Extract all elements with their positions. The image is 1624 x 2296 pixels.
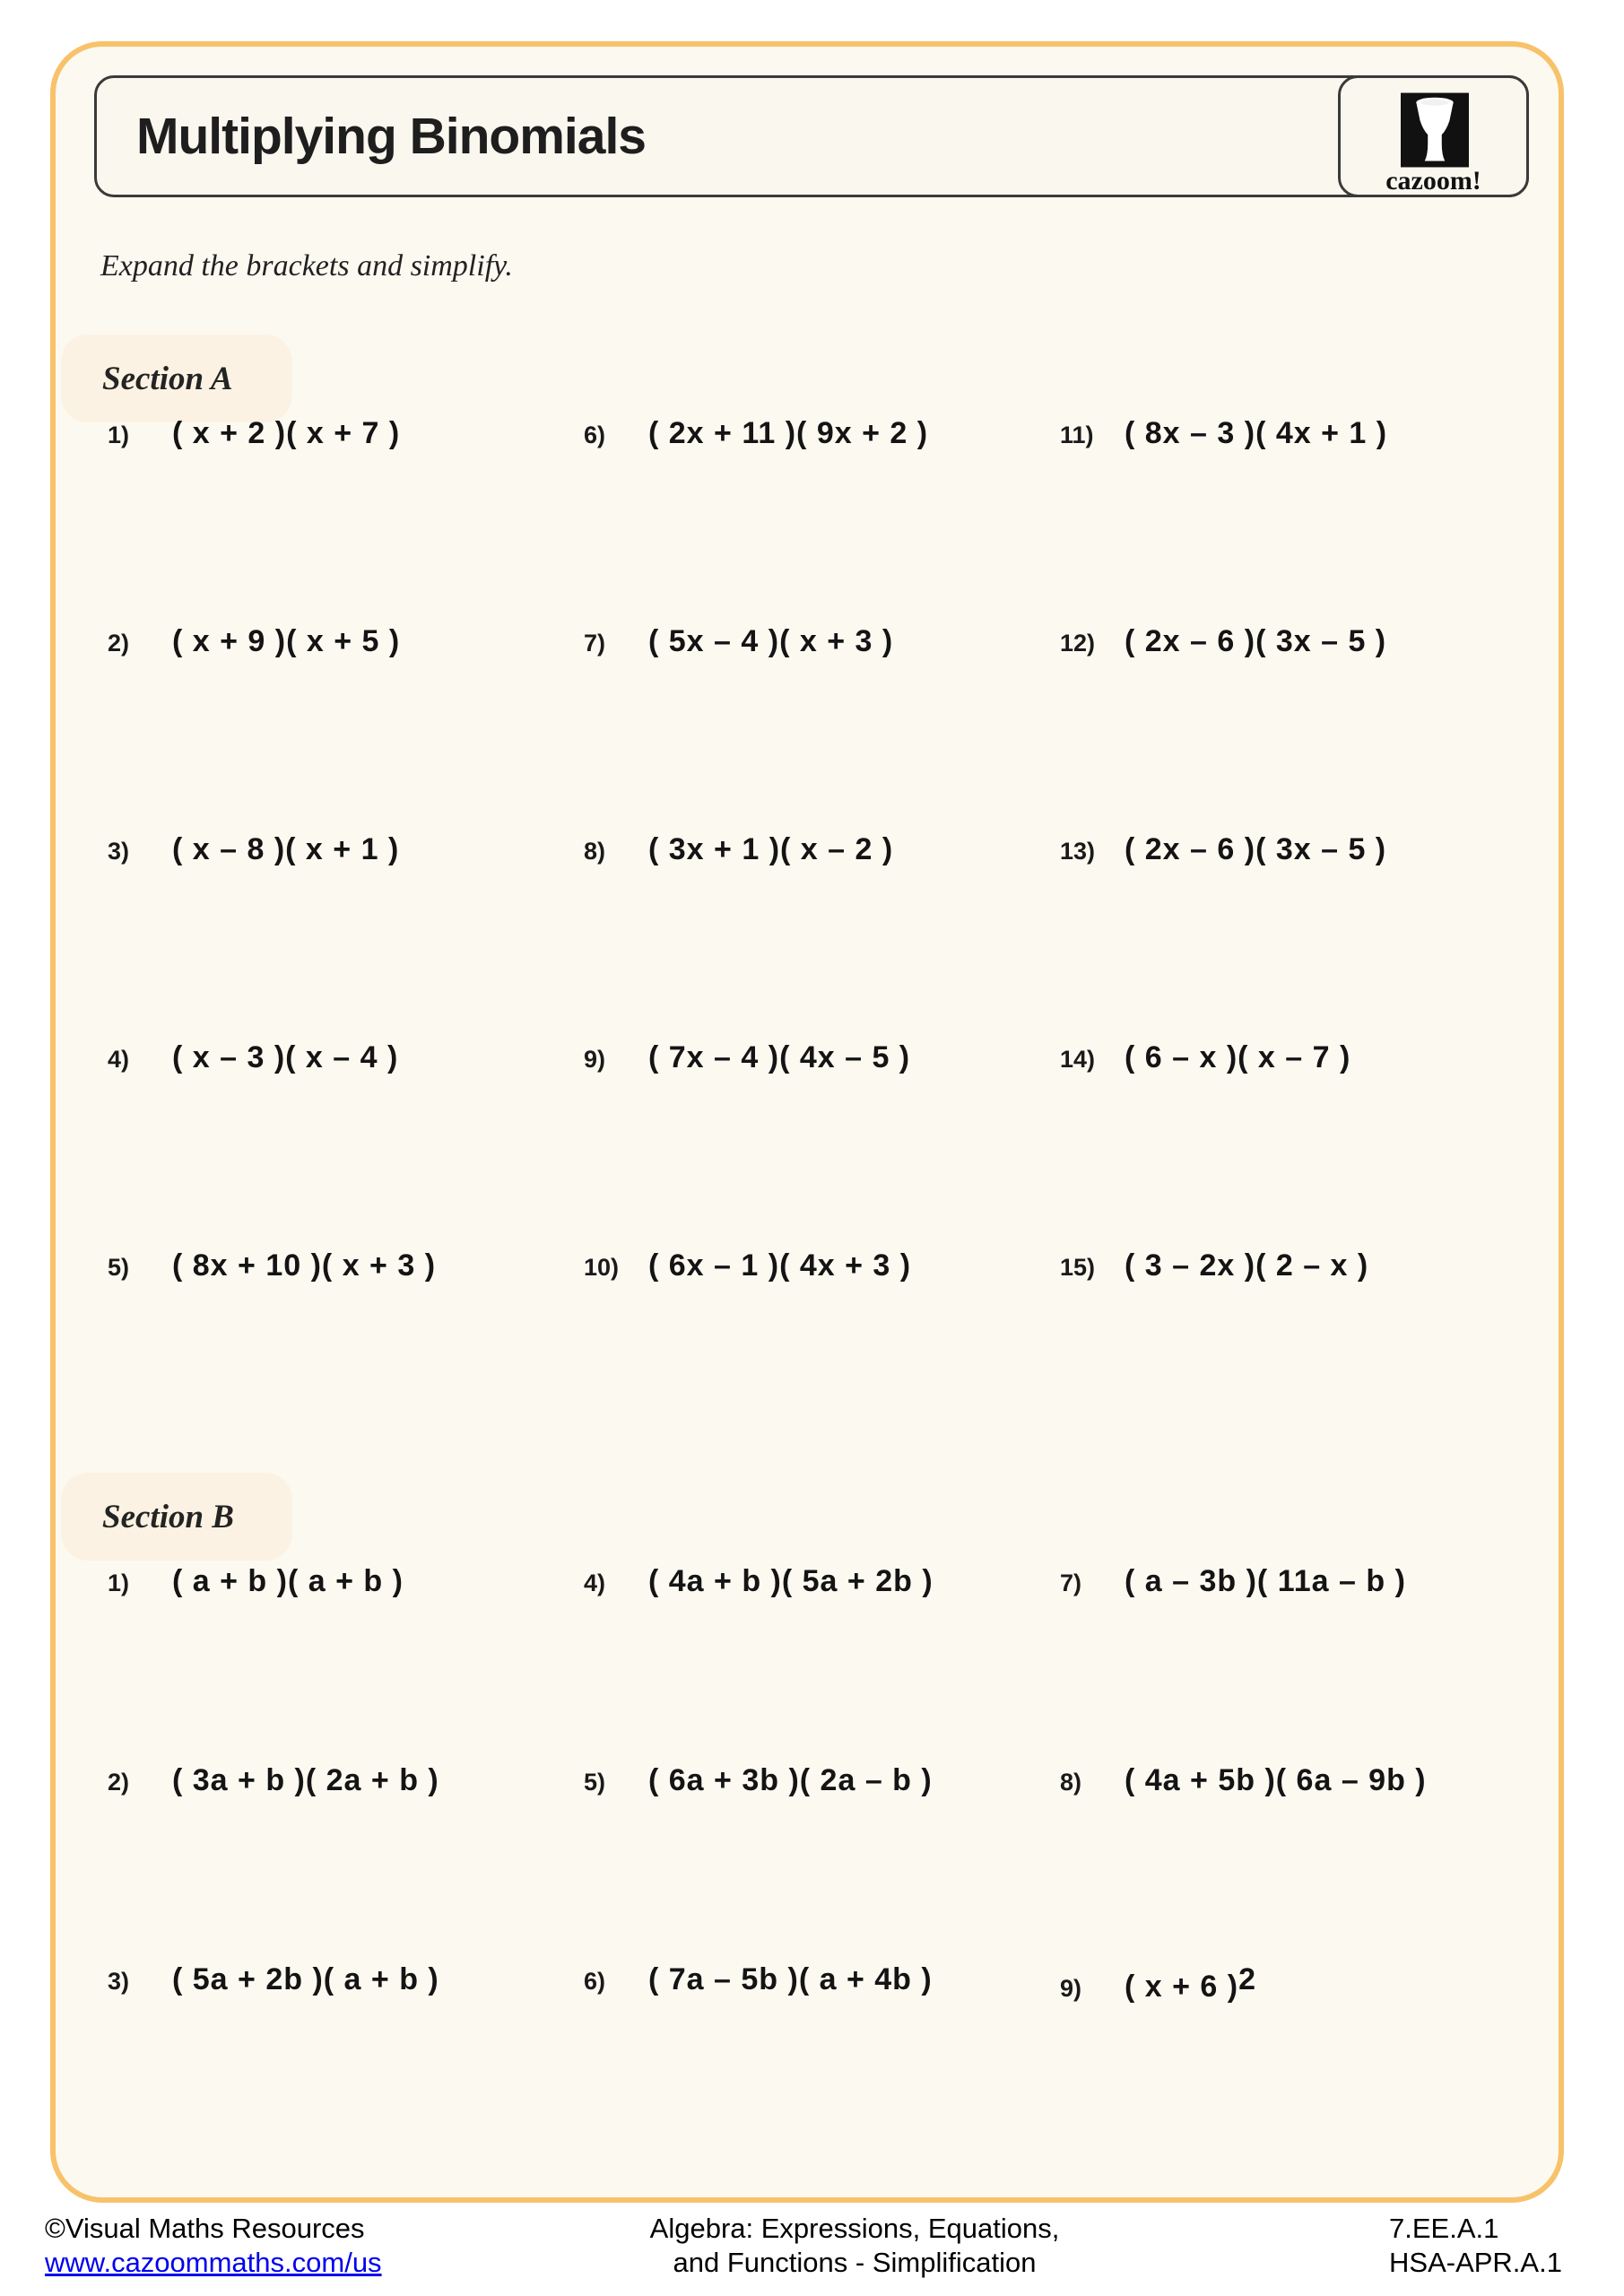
problem-number: 12): [1060, 630, 1096, 657]
djembe-drum-icon: [1401, 92, 1469, 168]
problem: [108, 1559, 584, 1758]
problem: [584, 411, 1060, 619]
problem-expression: ( x – 3 )( x – 4 ): [172, 1040, 399, 1074]
problem: [1060, 1957, 1427, 2156]
problem-number: 9): [584, 1046, 606, 1073]
problem-number: 4): [584, 1570, 606, 1596]
cazoom-logo-box: [1338, 75, 1529, 197]
problem-expression: ( 4a + b )( 5a + 2b ): [648, 1564, 934, 1598]
section-b-chip: [61, 1473, 292, 1561]
problem-expression: ( 6a + 3b )( 2a – b ): [648, 1763, 933, 1797]
problem: [108, 1035, 584, 1243]
problem: [1060, 411, 1387, 619]
problem-expression: ( 2x – 6 )( 3x – 5 ): [1125, 832, 1387, 866]
problem-expression: ( 4a + 5b )( 6a – 9b ): [1125, 1763, 1427, 1797]
problem-expression: ( x + 9 )( x + 5 ): [172, 624, 401, 658]
problem-expression: ( 5a + 2b )( a + b ): [172, 1962, 439, 1996]
problem: [108, 1243, 584, 1451]
problem: [108, 619, 584, 827]
problem-exponent: 2: [1238, 1962, 1257, 1996]
problem: [108, 1758, 584, 1957]
problem-number: 15): [1060, 1254, 1096, 1281]
problem-expression: ( a – 3b )( 11a – b ): [1125, 1564, 1406, 1598]
footer-attribution: [45, 2212, 382, 2280]
problem: [1060, 619, 1387, 827]
footer-standards: [1389, 2212, 1562, 2280]
problem: [1060, 1559, 1427, 1758]
problem-expression: ( 7x – 4 )( 4x – 5 ): [648, 1040, 911, 1074]
instruction-text: Expand the brackets and simplify.: [100, 249, 513, 283]
problem: [584, 1758, 1060, 1957]
problem-expression: ( a + b )( a + b ): [172, 1564, 404, 1598]
problem-number: 1): [108, 1570, 130, 1596]
problem-number: 6): [584, 422, 606, 448]
problem: [584, 1035, 1060, 1243]
problem-expression: ( 3x + 1 )( x – 2 ): [648, 832, 894, 866]
problem-number: 6): [584, 1968, 606, 1995]
footer-subject: [648, 2212, 1061, 2280]
problem: [1060, 1758, 1427, 1957]
problem: [1060, 1035, 1387, 1243]
problem: [584, 1243, 1060, 1451]
problem-number: 2): [108, 630, 130, 657]
problem: [108, 411, 584, 619]
problem: [584, 827, 1060, 1035]
problem-expression: ( x + 2 )( x + 7 ): [172, 416, 401, 450]
problem-number: 9): [1060, 1975, 1082, 2003]
section-b-label: Section B: [102, 1498, 234, 1535]
problem-number: 10): [584, 1254, 620, 1281]
problem: [584, 1559, 1060, 1758]
problem: [108, 1957, 584, 2156]
problem-number: 7): [584, 630, 606, 657]
section-a-label: Section A: [102, 360, 233, 397]
problem-number: 11): [1060, 422, 1094, 448]
problem-expression: ( 7a – 5b )( a + 4b ): [648, 1962, 933, 1996]
problem-number: 8): [1060, 1769, 1082, 1796]
problem-number: 3): [108, 838, 130, 865]
problem-expression: ( 8x + 10 )( x + 3 ): [172, 1248, 437, 1283]
problem-number: 5): [108, 1254, 130, 1281]
problem-number: 1): [108, 422, 130, 448]
problem-number: 7): [1060, 1570, 1082, 1596]
cazoom-brand-text: cazoom!: [1385, 166, 1481, 196]
footer-subject-line1: Algebra: Expressions, Equations,: [649, 2213, 1060, 2244]
problem-expression: ( 3 – 2x )( 2 – x ): [1125, 1248, 1369, 1283]
problem-number: 13): [1060, 838, 1096, 865]
section-a-chip: [61, 335, 292, 422]
problem-expression: ( 8x – 3 )( 4x + 1 ): [1125, 416, 1388, 450]
problem-expression: ( 5x – 4 )( x + 3 ): [648, 624, 894, 658]
problem-expression: ( 6 – x )( x – 7 ): [1125, 1040, 1351, 1074]
problem-expression: ( 2x + 11 )( 9x + 2 ): [648, 416, 929, 450]
problem: [584, 1957, 1060, 2156]
standard-code-2: HSA-APR.A.1: [1389, 2247, 1562, 2278]
footer-link[interactable]: www.cazoommaths.com/us: [45, 2247, 382, 2278]
problem: [584, 619, 1060, 827]
problem-expression: ( 3a + b )( 2a + b ): [172, 1763, 439, 1797]
standard-code-1: 7.EE.A.1: [1389, 2213, 1499, 2244]
problem: [108, 827, 584, 1035]
footer-copyright: ©Visual Maths Resources: [45, 2213, 365, 2244]
problem-number: 5): [584, 1769, 606, 1796]
problem-number: 8): [584, 838, 606, 865]
problem-expression: ( x + 6 ): [1125, 1970, 1239, 2005]
problem: [1060, 827, 1387, 1035]
page-title: Multiplying Binomials: [136, 108, 647, 165]
problem-number: 4): [108, 1046, 130, 1073]
problems-grid-a: [108, 411, 1387, 1451]
problems-grid-b: [108, 1559, 1427, 2156]
footer-subject-line2: and Functions - Simplification: [673, 2247, 1037, 2278]
title-box: [94, 75, 1529, 197]
problem-expression: ( 6x – 1 )( 4x + 3 ): [648, 1248, 912, 1283]
problem-number: 3): [108, 1968, 130, 1995]
problem-expression: ( 2x – 6 )( 3x – 5 ): [1125, 624, 1387, 658]
problem-number: 2): [108, 1769, 130, 1796]
problem-expression: ( x – 8 )( x + 1 ): [172, 832, 400, 866]
problem: [1060, 1243, 1387, 1451]
problem-number: 14): [1060, 1046, 1096, 1073]
